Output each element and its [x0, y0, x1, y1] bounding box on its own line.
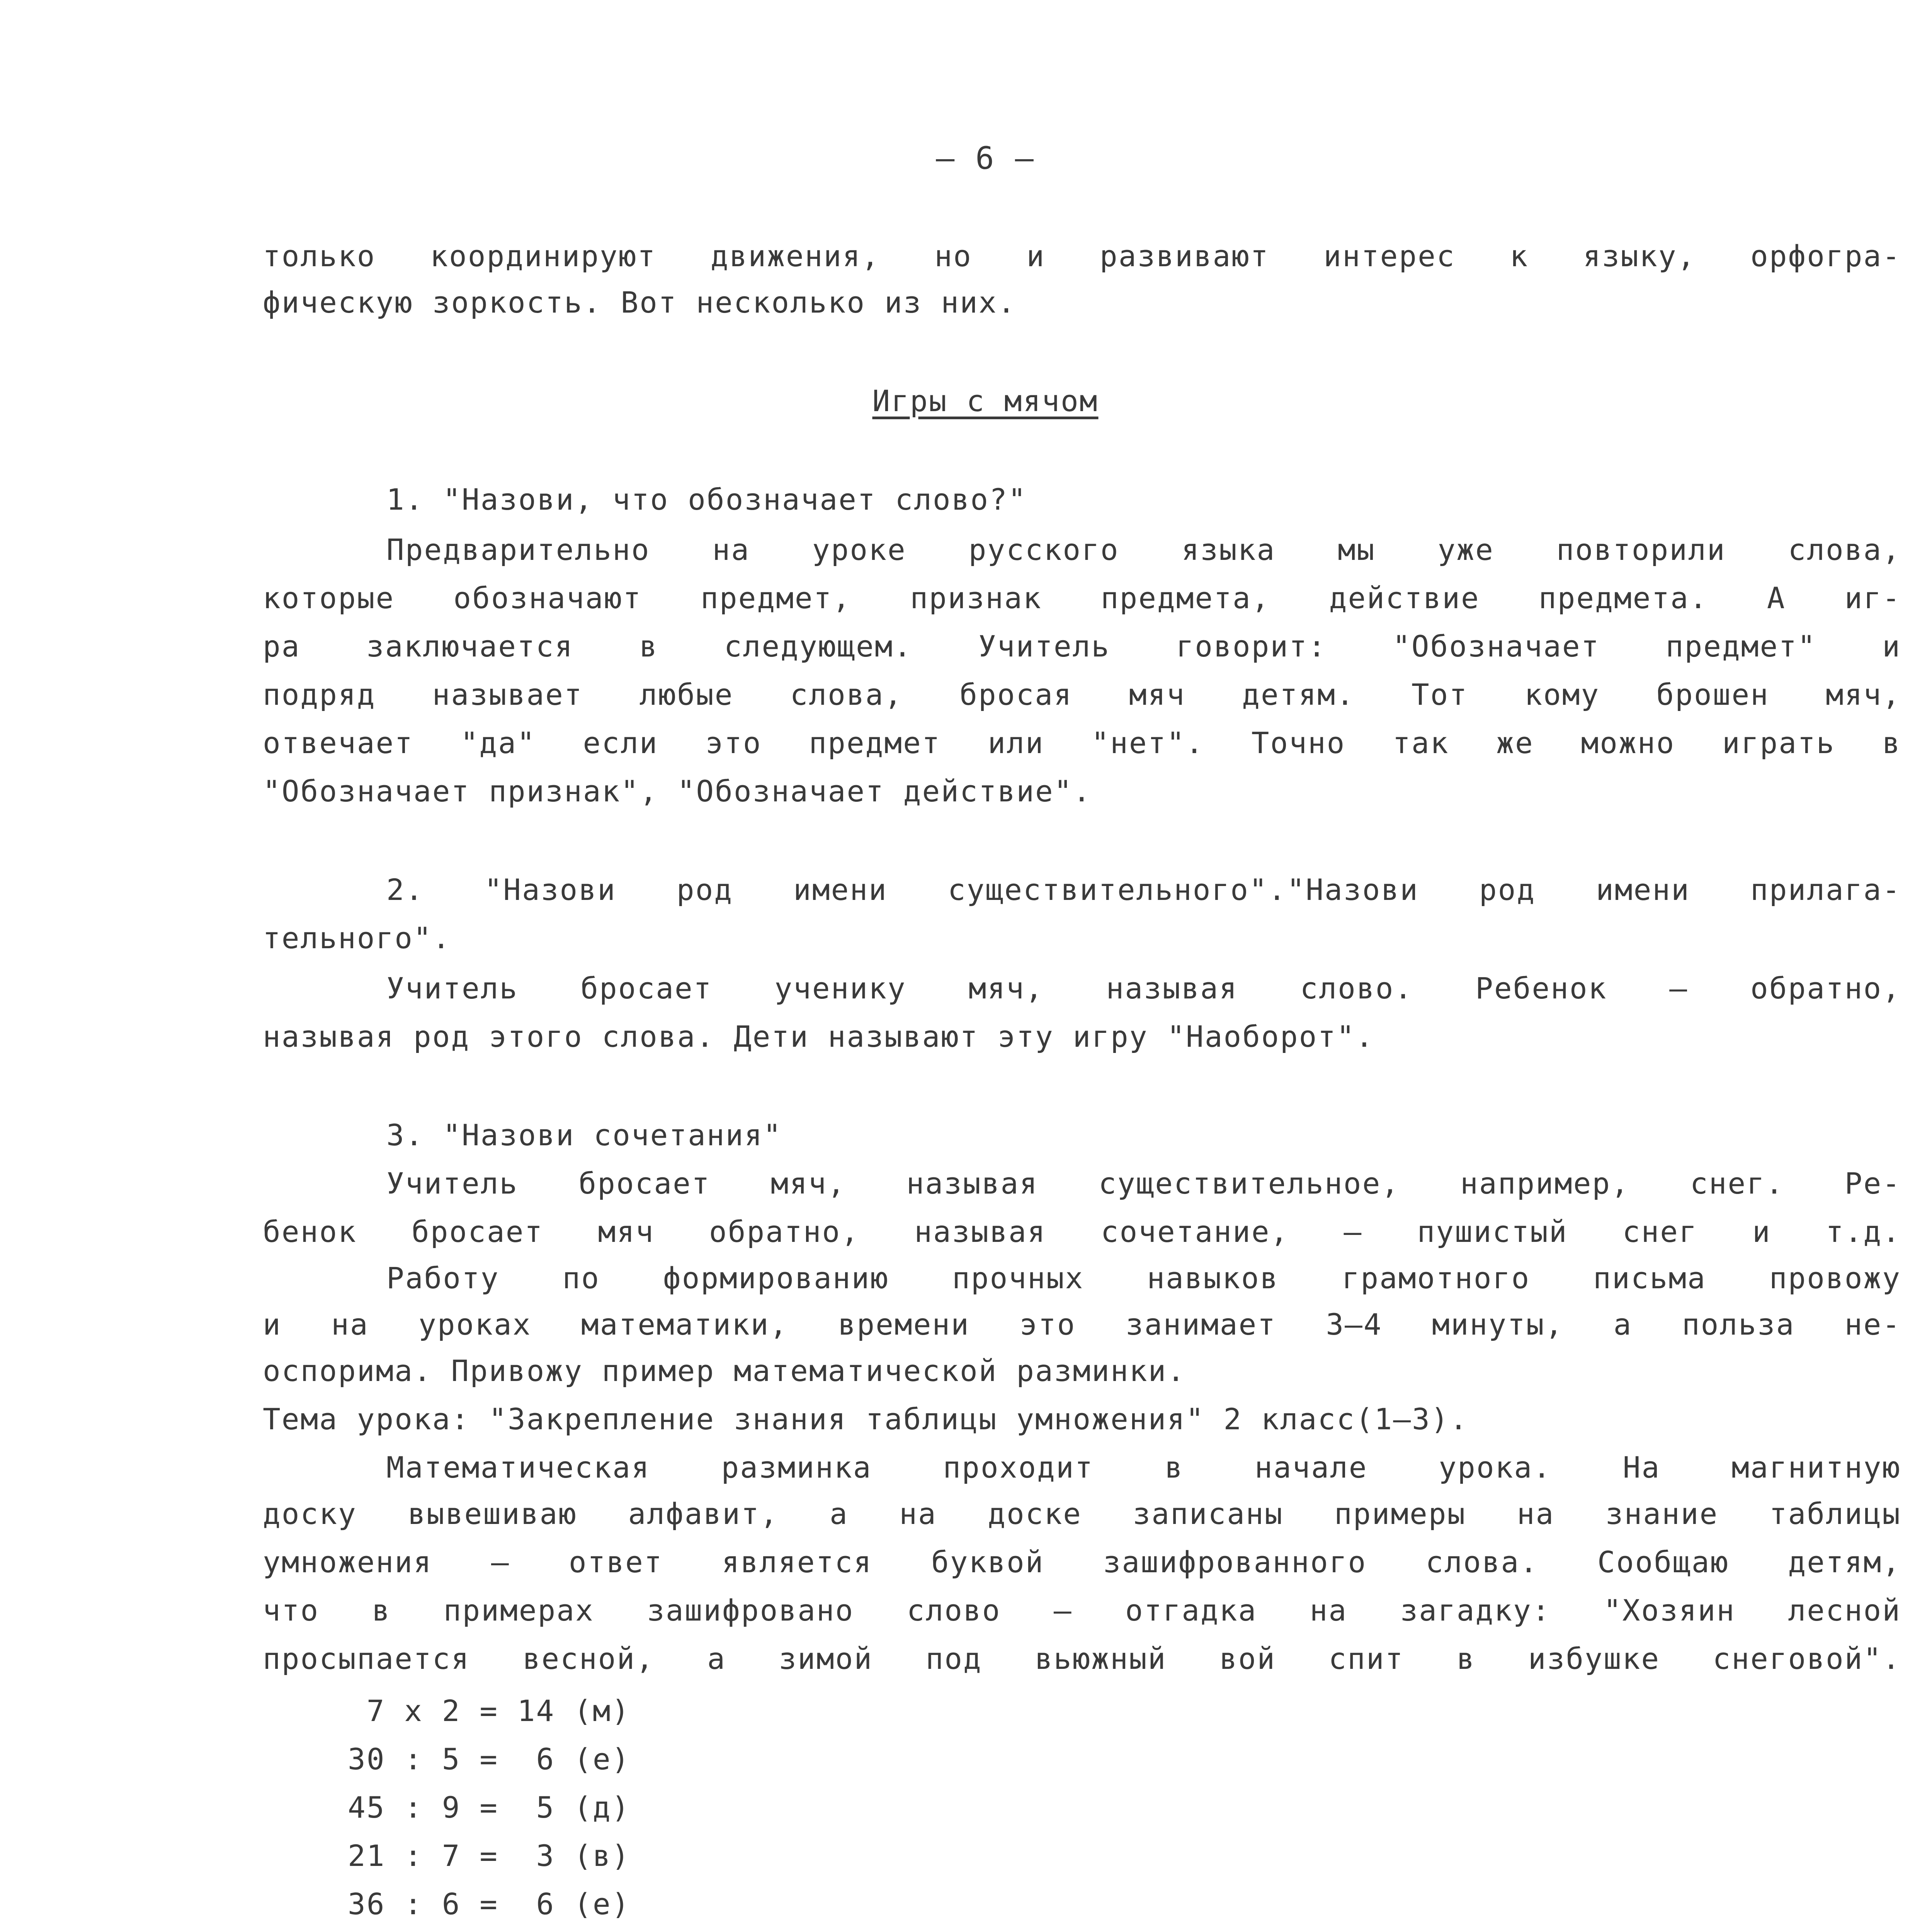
game3-line-8: доску вывешиваю алфавит, а на доске записаны примеры на знание таблицы [263, 1497, 1901, 1531]
game3-line-2: бенок бросает мяч обратно, называя сочетание, – пушистый снег и т.д. [263, 1214, 1901, 1249]
example-3: 45 : 9 = 5 (д) [348, 1790, 631, 1825]
example-4: 21 : 7 = 3 (в) [348, 1838, 631, 1873]
game3-line-1: Учитель бросает мяч, называя существительное, например, снег. Ре- [386, 1166, 1901, 1201]
game1-line-5: отвечает "да" если это предмет или "нет". Точно так же можно играть в [263, 726, 1901, 760]
game3-line-6: Тема урока: "Закрепление знания таблицы умножения" 2 класс(1–3). [263, 1402, 1469, 1436]
page-number: – 6 – [936, 140, 1035, 176]
game1-line-4: подряд называет любые слова, бросая мяч детям. Тот кому брошен мяч, [263, 677, 1901, 712]
game2-line-1: Учитель бросает ученику мяч, называя слово. Ребенок – обратно, [386, 971, 1901, 1005]
game2-line-2: называя род этого слова. Дети называют эту игру "Наоборот". [263, 1019, 1374, 1054]
game1-line-3: ра заключается в следующем. Учитель говорит: "Обозначает предмет" и [263, 629, 1901, 663]
example-5: 36 : 6 = 6 (е) [348, 1887, 631, 1921]
game3-line-10: что в примерах зашифровано слово – отгадка на загадку: "Хозяин лесной [263, 1593, 1901, 1628]
intro-line-1: только координируют движения, но и развивают интерес к языку, орфогра- [263, 239, 1901, 273]
game3-line-3: Работу по формированию прочных навыков грамотного письма провожу [386, 1261, 1901, 1295]
example-2: 30 : 5 = 6 (е) [348, 1742, 631, 1776]
game3-line-5: оспорима. Привожу пример математической разминки. [263, 1354, 1186, 1388]
game2-heading-line-1: 2. "Назови род имени существительного"."Назови род имени прилага- [386, 872, 1901, 907]
section-title: Игры с мячом [872, 384, 1099, 418]
example-1: 7 x 2 = 14 (м) [348, 1694, 631, 1728]
game3-line-7: Математическая разминка проходит в начале урока. На магнитную [386, 1450, 1901, 1485]
game3-line-9: умножения – ответ является буквой зашифрованного слова. Сообщаю детям, [263, 1545, 1901, 1579]
intro-line-2: фическую зоркость. Вот несколько из них. [263, 285, 1017, 320]
game3-line-4: и на уроках математики, времени это занимает 3–4 минуты, а польза не- [263, 1307, 1901, 1342]
game1-line-6: "Обозначает признак", "Обозначает действие". [263, 774, 1092, 808]
game2-heading-line-2: тельного". [263, 921, 451, 955]
game1-line-2: которые обозначают предмет, признак предмета, действие предмета. А иг- [263, 581, 1901, 615]
game1-heading: 1. "Назови, что обозначает слово?" [386, 482, 1027, 517]
game1-line-1: Предварительно на уроке русского языка мы уже повторили слова, [386, 532, 1901, 567]
game3-heading: 3. "Назови сочетания" [386, 1118, 782, 1152]
game3-line-11: просыпается весной, а зимой под вьюжный вой спит в избушке снеговой". [263, 1641, 1901, 1676]
